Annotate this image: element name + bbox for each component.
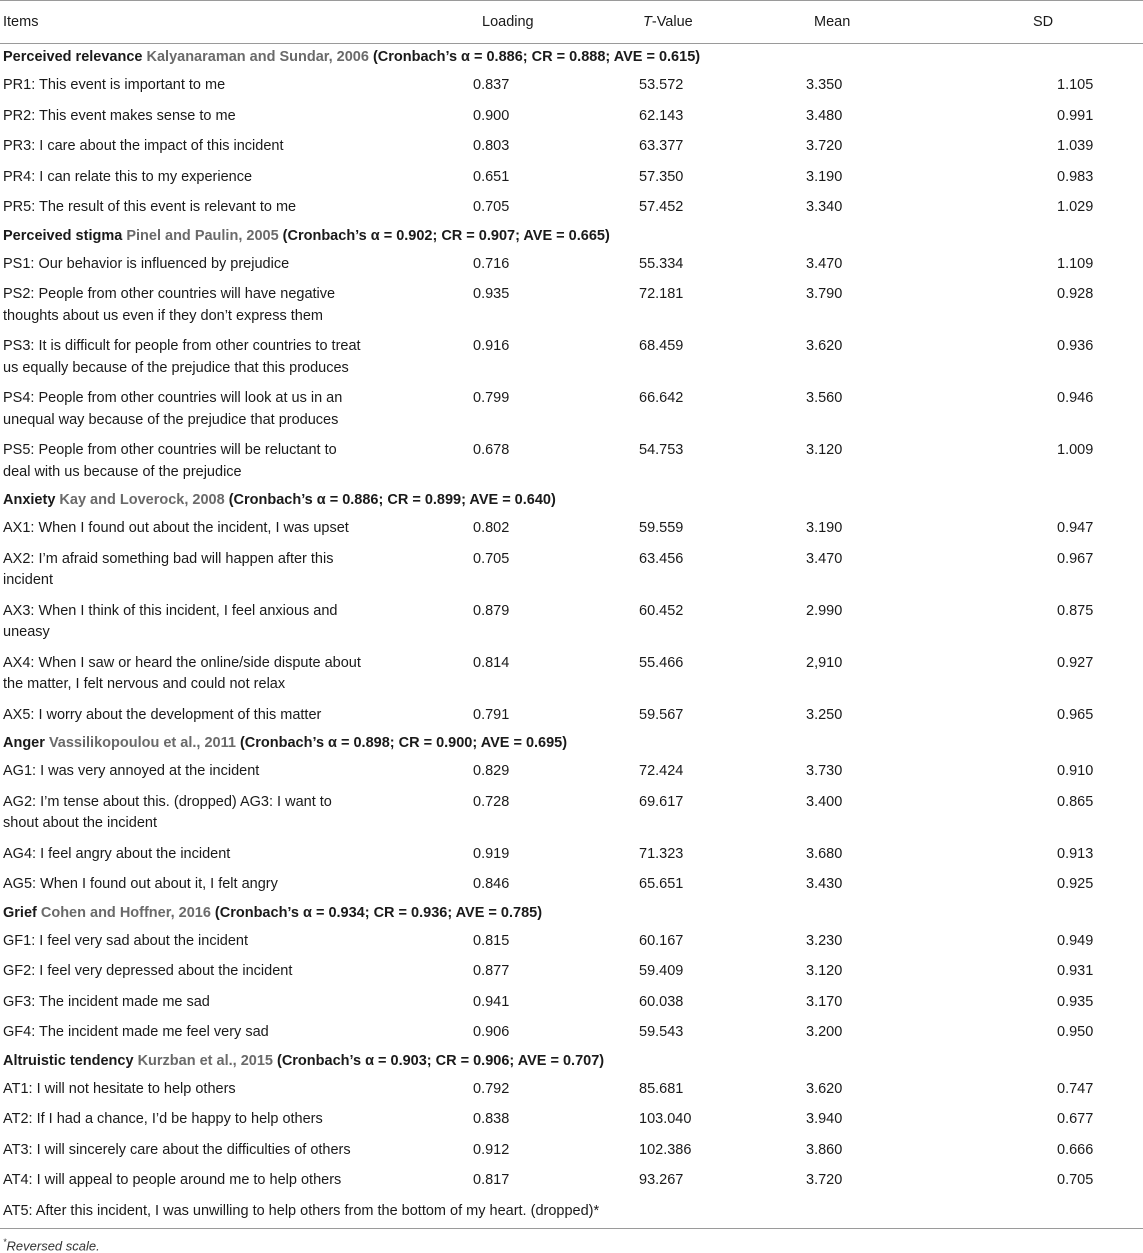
t-value: 55.334 (639, 255, 684, 272)
loading-value: 0.799 (473, 390, 510, 406)
loading-value: 0.829 (473, 763, 510, 779)
section-header (0, 223, 1143, 249)
header-tvalue-t: T (643, 14, 652, 30)
t-value: 103.040 (639, 1111, 692, 1127)
t-value: 55.466 (639, 654, 684, 671)
loading-value: 0.678 (473, 442, 510, 458)
mean-value: 3.400 (806, 793, 843, 810)
mean-value: 3.200 (806, 1024, 843, 1040)
t-value: 68.459 (639, 338, 684, 354)
table-row (0, 956, 1143, 987)
mean-value: 3.720 (806, 138, 843, 154)
mean-value: 3.250 (806, 706, 843, 723)
table-row (0, 1074, 1143, 1105)
item-text: PS4: People from other countries will look at us in an unequal way because of the prejudice that produces (3, 390, 343, 428)
mean-value: 3.120 (806, 963, 843, 979)
item-text: PS2: People from other countries will have negative thoughts about us even if they don’t express them (3, 286, 336, 324)
table-row (0, 544, 1143, 596)
section-citation-link[interactable]: Kalyanaraman and Sundar, 2006 (146, 49, 369, 65)
t-value: 63.377 (639, 138, 684, 154)
dropped-row (0, 1196, 1143, 1229)
mean-value: 3.940 (806, 1111, 843, 1127)
loading-value: 0.791 (473, 706, 510, 723)
section-stats: (Cronbach’s α = 0.886; CR = 0.899; AVE = 0.640) (228, 492, 556, 508)
table-body (0, 44, 1143, 1229)
loading-value: 0.792 (473, 1080, 510, 1097)
t-value: 72.181 (639, 286, 684, 302)
section-header (0, 1048, 1143, 1074)
t-value: 65.651 (639, 876, 684, 892)
section-title: Perceived relevance (3, 49, 143, 65)
section-stats: (Cronbach’s α = 0.903; CR = 0.906; AVE = 0.707) (276, 1052, 605, 1069)
t-value: 85.681 (639, 1080, 684, 1097)
t-value: 53.572 (639, 77, 684, 93)
item-text: AX1: When I found out about the incident, I was upset (3, 520, 349, 536)
table-row (0, 279, 1143, 331)
table-row (0, 383, 1143, 435)
section-citation-link[interactable]: Cohen and Hoffner, 2016 (40, 904, 211, 921)
t-value: 69.617 (639, 793, 684, 810)
item-text: PS1: Our behavior is influenced by prejudice (3, 255, 290, 272)
section-citation-link[interactable]: Vassilikopoulou et al., 2011 (48, 735, 236, 751)
item-text: GF2: I feel very depressed about the incident (3, 963, 293, 979)
mean-value: 3.480 (806, 107, 843, 124)
footnote (0, 1229, 1143, 1253)
loading-value: 0.912 (473, 1141, 510, 1158)
mean-value: 3.860 (806, 1141, 843, 1158)
sd-value: 0.913 (1057, 845, 1094, 862)
sd-value: 0.965 (1057, 706, 1094, 723)
item-text: AX2: I’m afraid something bad will happen after this incident (3, 550, 334, 588)
table-row (0, 101, 1143, 132)
t-value: 60.038 (639, 993, 684, 1010)
mean-value: 2,910 (806, 654, 843, 671)
t-value: 60.167 (639, 932, 684, 949)
sd-value: 0.875 (1057, 602, 1094, 619)
item-text: AT1: I will not hesitate to help others (3, 1080, 236, 1097)
sd-value: 1.039 (1057, 138, 1094, 154)
table-row (0, 1017, 1143, 1048)
item-text: AG5: When I found out about it, I felt angry (3, 876, 278, 892)
mean-value: 3.620 (806, 1080, 843, 1097)
section-title: Perceived stigma (3, 227, 123, 244)
sd-value: 0.991 (1057, 107, 1094, 124)
mean-value: 3.190 (806, 520, 843, 536)
mean-value: 3.170 (806, 993, 843, 1010)
table-row (0, 700, 1143, 731)
t-value: 62.143 (639, 107, 684, 124)
item-text: PR3: I care about the impact of this incident (3, 138, 284, 154)
header-tvalue (573, 1, 749, 44)
loading-value: 0.815 (473, 932, 510, 949)
section-stats: (Cronbach’s α = 0.934; CR = 0.936; AVE = 0.785) (214, 904, 543, 921)
table-header (0, 1, 1143, 44)
sd-value: 0.925 (1057, 876, 1094, 892)
loading-value: 0.814 (473, 654, 510, 671)
section-header-row (0, 730, 1143, 756)
t-value: 71.323 (639, 845, 684, 862)
header-sd: SD (924, 1, 1143, 44)
sd-value: 0.967 (1057, 550, 1094, 567)
table-row (0, 987, 1143, 1018)
table-row (0, 1104, 1143, 1135)
t-value: 59.559 (639, 520, 684, 536)
section-header (0, 44, 1143, 71)
item-text: AT2: If I had a chance, I’d be happy to help others (3, 1111, 323, 1127)
section-title: Grief (3, 904, 37, 921)
loading-value: 0.935 (473, 286, 510, 302)
t-value: 57.452 (639, 199, 684, 215)
table-row (0, 648, 1143, 700)
sd-value: 0.705 (1057, 1172, 1094, 1188)
table-row (0, 192, 1143, 223)
t-value: 54.753 (639, 442, 684, 458)
item-text: PR1: This event is important to me (3, 77, 226, 93)
loading-value: 0.941 (473, 993, 510, 1010)
dropped-item-text: AT5: After this incident, I was unwilling to help others from the bottom of my heart. (dropped)* (0, 1196, 1143, 1229)
mean-value: 3.620 (806, 338, 843, 354)
table-row (0, 331, 1143, 383)
section-header (0, 730, 1143, 756)
section-header (0, 900, 1143, 926)
section-title: Anxiety (3, 492, 56, 508)
t-value: 57.350 (639, 168, 684, 185)
item-text: PS3: It is difficult for people from other countries to treat us equally because of the prejudice that this produces (3, 338, 361, 376)
mean-value: 3.430 (806, 876, 843, 892)
header-tvalue-suffix: -Value (651, 14, 693, 30)
loading-value: 0.919 (473, 845, 510, 862)
section-header-row (0, 1048, 1143, 1074)
t-value: 63.456 (639, 550, 684, 567)
t-value: 102.386 (639, 1141, 692, 1158)
item-text: PR2: This event makes sense to me (3, 107, 236, 124)
mean-value: 2.990 (806, 602, 843, 619)
table-row (0, 787, 1143, 839)
mean-value: 3.470 (806, 255, 843, 272)
item-text: AX3: When I think of this incident, I feel anxious and uneasy (3, 602, 338, 640)
sd-value: 0.983 (1057, 168, 1094, 185)
mean-value: 3.720 (806, 1172, 843, 1188)
table-row (0, 513, 1143, 544)
section-header-row (0, 44, 1143, 71)
mean-value: 3.730 (806, 763, 843, 779)
item-text: GF4: The incident made me feel very sad (3, 1024, 269, 1040)
sd-value: 1.029 (1057, 199, 1094, 215)
sd-value: 0.677 (1057, 1111, 1094, 1127)
sd-value: 0.947 (1057, 520, 1094, 536)
sd-value: 0.927 (1057, 654, 1094, 671)
loading-value: 0.716 (473, 255, 510, 272)
t-value: 93.267 (639, 1172, 684, 1188)
section-header-row (0, 487, 1143, 513)
section-header-row (0, 900, 1143, 926)
sd-value: 0.949 (1057, 932, 1094, 949)
loading-value: 0.802 (473, 520, 510, 536)
sd-value: 1.109 (1057, 255, 1094, 272)
table-row (0, 1135, 1143, 1166)
header-items: Items (0, 1, 418, 44)
header-mean: Mean (749, 1, 924, 44)
section-citation-link[interactable]: Pinel and Paulin, 2005 (126, 227, 279, 244)
table-row (0, 1165, 1143, 1196)
item-text: PR5: The result of this event is relevant to me (3, 199, 297, 215)
sd-value: 0.928 (1057, 286, 1094, 302)
section-stats: (Cronbach’s α = 0.898; CR = 0.900; AVE = 0.695) (239, 735, 568, 751)
mean-value: 3.470 (806, 550, 843, 567)
sd-value: 0.935 (1057, 993, 1094, 1010)
loading-value: 0.879 (473, 602, 510, 619)
table-row (0, 131, 1143, 162)
item-text: AX5: I worry about the development of this matter (3, 706, 322, 723)
loading-value: 0.651 (473, 168, 510, 185)
item-text: GF1: I feel very sad about the incident (3, 932, 249, 949)
mean-value: 3.230 (806, 932, 843, 949)
item-text: AG2: I’m tense about this. (dropped) AG3: I want to shout about the incident (3, 793, 332, 831)
sd-value: 0.950 (1057, 1024, 1094, 1040)
table-row (0, 249, 1143, 280)
t-value: 60.452 (639, 602, 684, 619)
item-text: AG1: I was very annoyed at the incident (3, 763, 260, 779)
header-loading: Loading (418, 1, 573, 44)
item-text: PS5: People from other countries will be reluctant to deal with us because of the prejudice (3, 442, 337, 480)
section-title: Altruistic tendency (3, 1052, 134, 1069)
item-text: AT4: I will appeal to people around me to help others (3, 1172, 342, 1188)
sd-value: 0.946 (1057, 390, 1094, 406)
mean-value: 3.340 (806, 199, 843, 215)
loading-value: 0.916 (473, 338, 510, 354)
table-row (0, 70, 1143, 101)
loading-value: 0.728 (473, 793, 510, 810)
item-text: AX4: When I saw or heard the online/side dispute about the matter, I felt nervous and could not relax (3, 654, 361, 692)
footnote-text: Reversed scale. (6, 1238, 100, 1253)
sd-value: 0.936 (1057, 338, 1094, 354)
mean-value: 3.560 (806, 390, 843, 406)
sd-value: 0.910 (1057, 763, 1094, 779)
table-row (0, 839, 1143, 870)
table-row (0, 162, 1143, 193)
item-text: AG4: I feel angry about the incident (3, 845, 231, 862)
t-value: 59.409 (639, 963, 684, 979)
table-row (0, 756, 1143, 787)
section-citation-link[interactable]: Kurzban et al., 2015 (137, 1052, 273, 1069)
sd-value: 1.105 (1057, 77, 1094, 93)
t-value: 59.543 (639, 1024, 684, 1040)
mean-value: 3.680 (806, 845, 843, 862)
sd-value: 0.666 (1057, 1141, 1094, 1158)
loading-value: 0.877 (473, 963, 510, 979)
loading-value: 0.838 (473, 1111, 510, 1127)
mean-value: 3.790 (806, 286, 843, 302)
section-citation-link[interactable]: Kay and Loverock, 2008 (59, 492, 225, 508)
mean-value: 3.190 (806, 168, 843, 185)
loading-value: 0.705 (473, 550, 510, 567)
sd-value: 0.865 (1057, 793, 1094, 810)
loading-value: 0.906 (473, 1024, 510, 1040)
section-stats: (Cronbach’s α = 0.902; CR = 0.907; AVE = 0.665) (282, 227, 610, 244)
loading-value: 0.837 (473, 77, 510, 93)
section-stats: (Cronbach’s α = 0.886; CR = 0.888; AVE = 0.615) (372, 49, 701, 65)
loading-value: 0.900 (473, 107, 510, 124)
section-header (0, 487, 1143, 513)
loading-value: 0.803 (473, 138, 510, 154)
t-value: 59.567 (639, 706, 684, 723)
table-row (0, 926, 1143, 957)
item-text: PR4: I can relate this to my experience (3, 168, 253, 185)
section-title: Anger (3, 735, 45, 751)
sd-value: 1.009 (1057, 442, 1094, 458)
sd-value: 0.747 (1057, 1080, 1094, 1097)
loading-value: 0.817 (473, 1172, 510, 1188)
loading-value: 0.705 (473, 199, 510, 215)
t-value: 72.424 (639, 763, 684, 779)
t-value: 66.642 (639, 390, 684, 406)
table-row (0, 596, 1143, 648)
table-row (0, 869, 1143, 900)
loading-value: 0.846 (473, 876, 510, 892)
footnote-mark: * (3, 1237, 7, 1247)
mean-value: 3.350 (806, 77, 843, 93)
table-row (0, 435, 1143, 487)
section-header-row (0, 223, 1143, 249)
item-text: GF3: The incident made me sad (3, 993, 210, 1010)
mean-value: 3.120 (806, 442, 843, 458)
sd-value: 0.931 (1057, 963, 1094, 979)
item-text: AT3: I will sincerely care about the difficulties of others (3, 1141, 351, 1158)
